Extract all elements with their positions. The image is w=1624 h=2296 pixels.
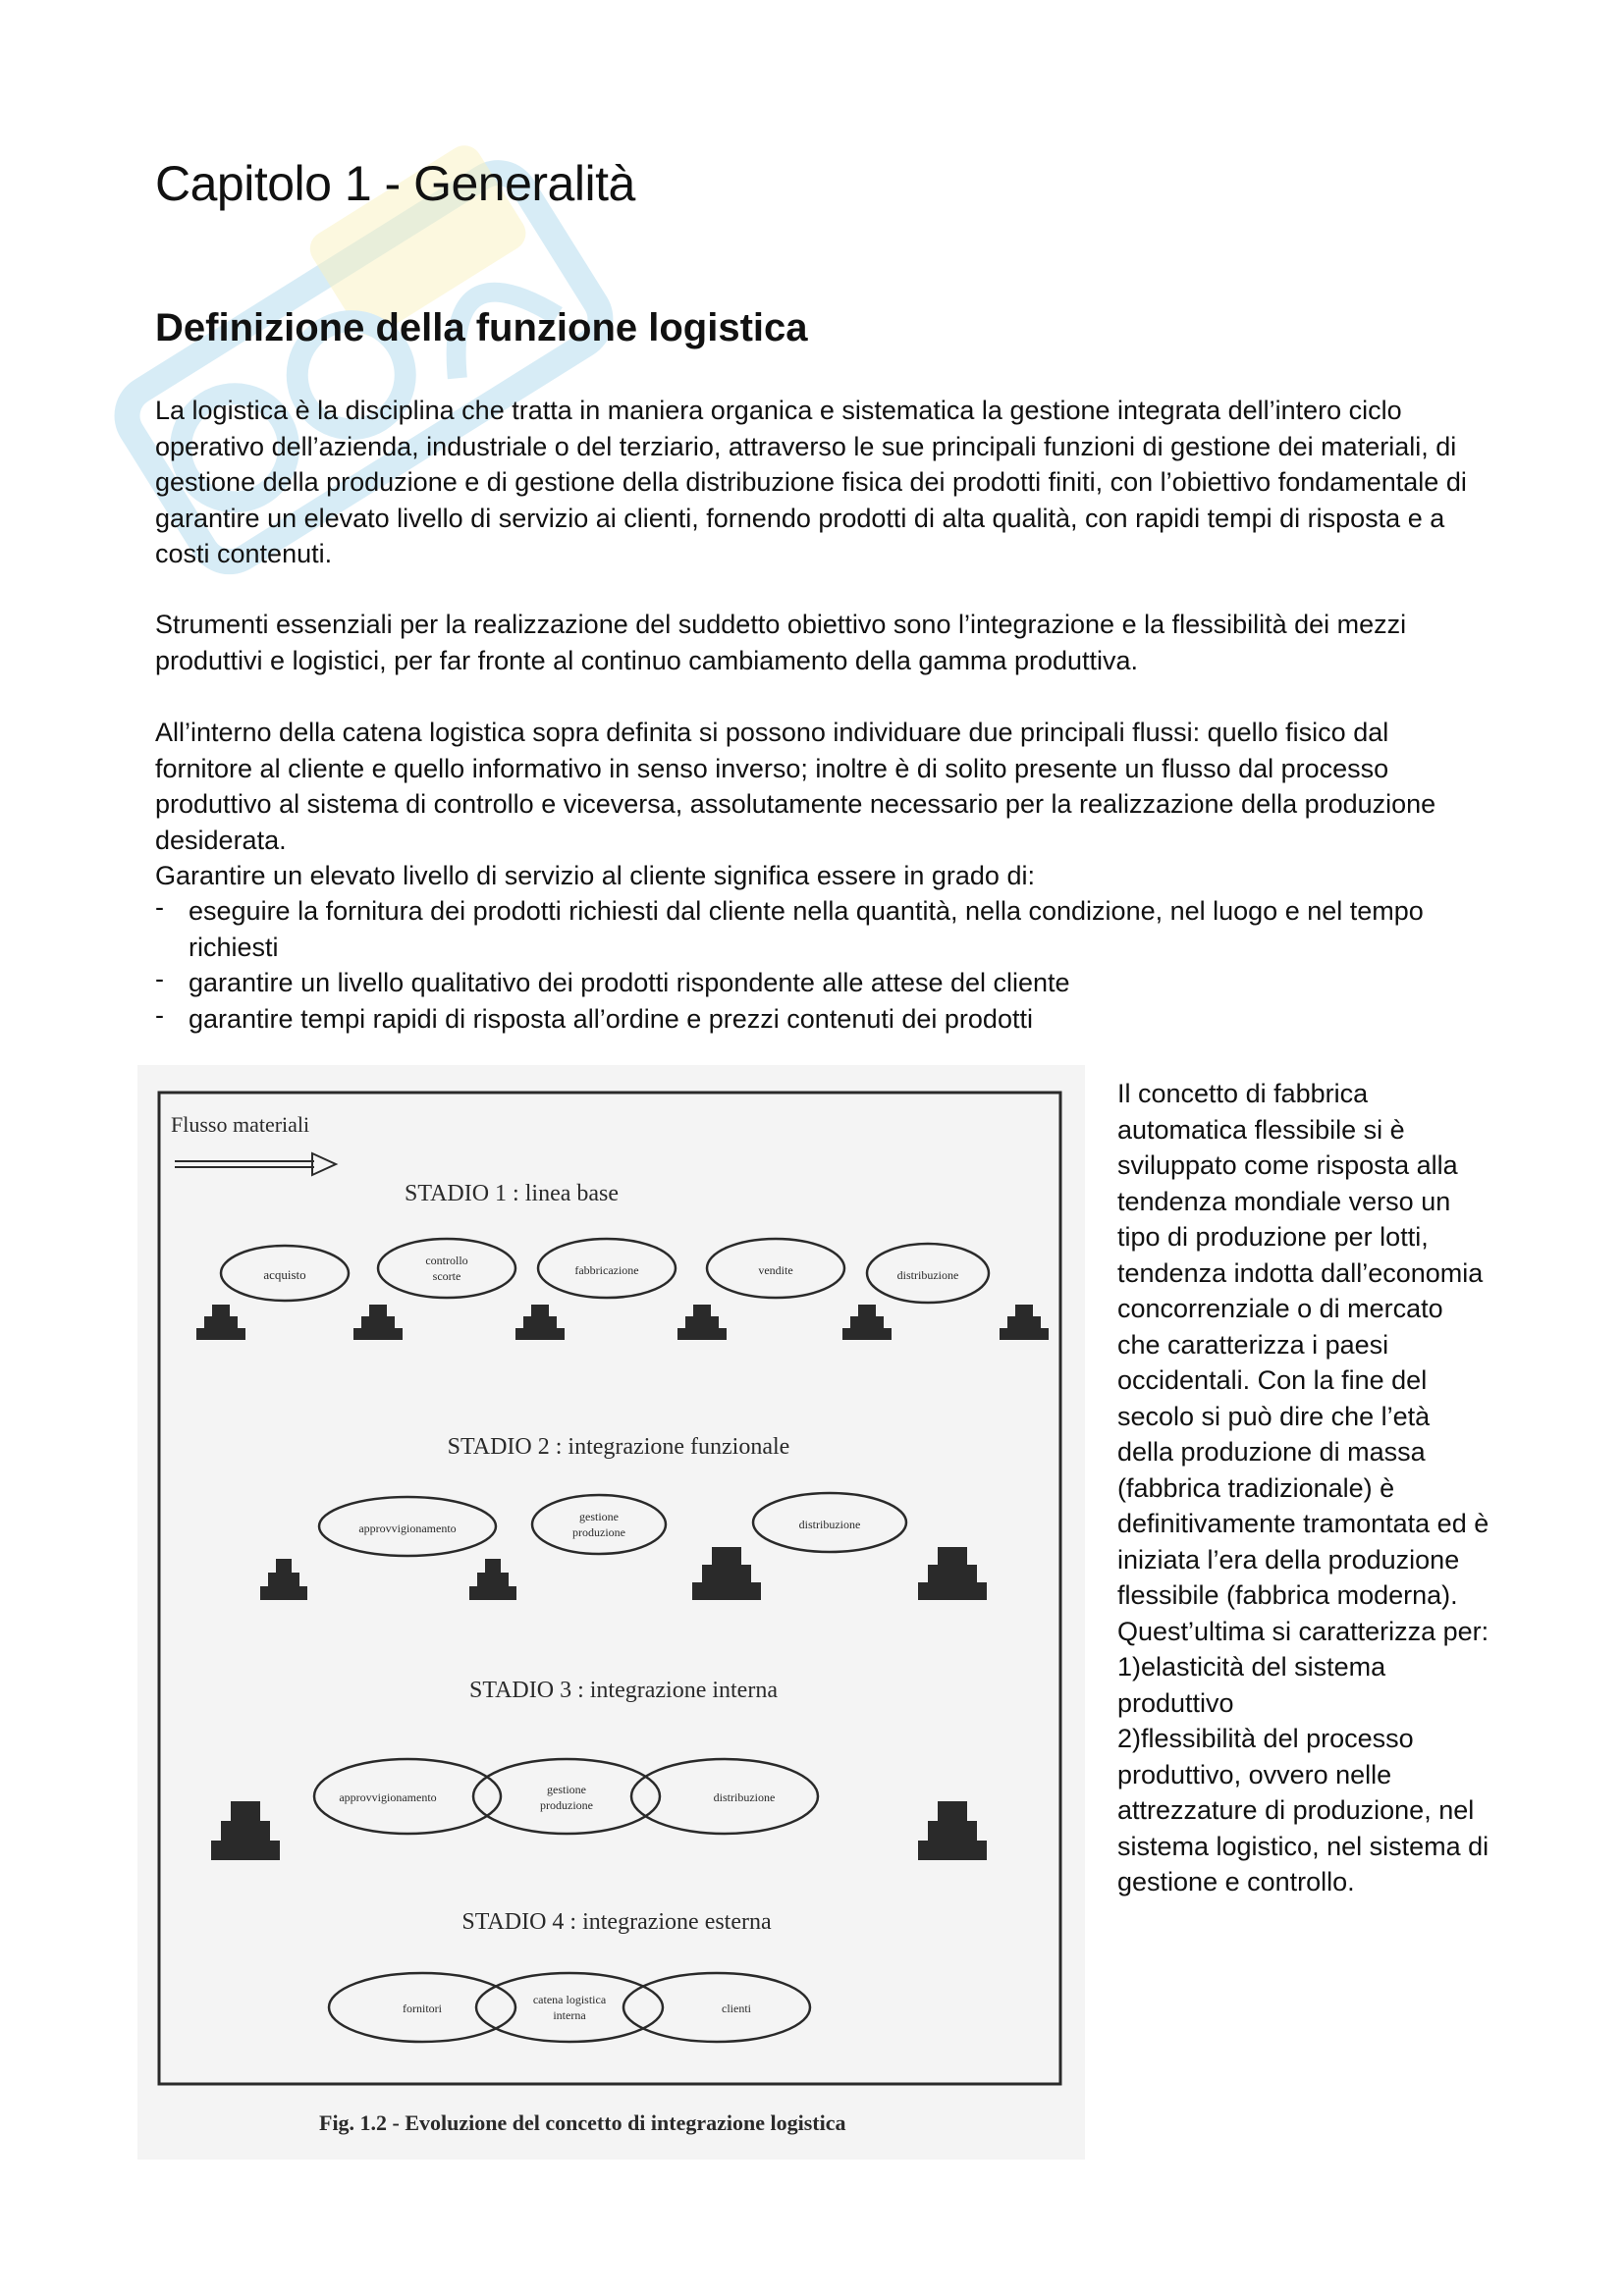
node-label: distribuzione: [713, 1790, 776, 1804]
side-text-paragraph: Quest’ultima si caratterizza per:: [1117, 1616, 1489, 1646]
section-title: Definizione della funzione logistica: [155, 306, 808, 349]
stage-3-nodes: [314, 1759, 818, 1834]
bullet-text: garantire tempi rapidi di risposta all’ordine e prezzi contenuti dei prodotti: [189, 1003, 1033, 1034]
stage-1-nodes: [221, 1239, 989, 1303]
figure: [137, 1065, 1085, 2160]
list-item: [155, 1001, 1481, 1038]
node-label: controllo: [425, 1254, 468, 1267]
stage-1-title: STADIO 1 : linea base: [404, 1181, 620, 1206]
bullet-list: [155, 893, 1481, 1037]
bullet-marker: -: [155, 999, 164, 1030]
node-label: approvvigionamento: [339, 1790, 437, 1804]
figure-caption: Fig. 1.2 - Evoluzione del concetto di integrazione logistica: [319, 2110, 846, 2135]
node-label: produzione: [572, 1525, 625, 1539]
bullet-marker: -: [155, 964, 164, 993]
stage-2-pyramid-icons: [260, 1547, 987, 1600]
side-text-paragraph: 2)flessibilità del processo produttivo, ovvero nelle attrezzature di produzione, nel sistema logistico, nel sistema di gestione e controllo.: [1117, 1724, 1489, 1896]
paragraph-1: La logistica è la disciplina che tratta in maniera organica e sistematica la gestione integrata dell’intero ciclo operativo dell’azienda, industriale o del terziario, attraverso le sue principali funzioni di gestione dei materiali, di gestione della produzione e di gestione della distribuzione fisica dei prodotti finiti, con l’obiettivo fondamentale di garantire un elevato livello di servizio ai clienti, fornendo prodotti di alta qualità, con rapidi tempi di risposta e a costi contenuti.: [155, 396, 1467, 568]
list-item: [155, 893, 1481, 965]
node-label: fornitori: [403, 2002, 442, 2015]
node-label: produzione: [540, 1798, 593, 1812]
node-label: fabbricazione: [574, 1263, 639, 1277]
stage-1-pyramid-icons: [196, 1305, 1049, 1340]
bullet-text: garantire un livello qualitativo dei prodotti rispondente alle attese del cliente: [189, 968, 1070, 997]
node-label: approvvigionamento: [358, 1522, 457, 1535]
node-label: interna: [553, 2008, 586, 2022]
paragraph-4: Garantire un elevato livello di servizio al cliente significa essere in grado di:: [155, 861, 1035, 890]
chapter-title: Capitolo 1 - Generalità: [155, 156, 635, 211]
stage-4-title: STADIO 4 : integrazione esterna: [461, 1909, 772, 1935]
paragraph-3: All’interno della catena logistica sopra definita si possono individuare due principali flussi: quello fisico dal fornitore al cliente e quello informativo in senso inverso; inoltre è di solito presente un flusso dal processo produttivo al sistema di controllo e viceversa, assolutamente necessario per la realizzazione della produzione desiderata.: [155, 718, 1436, 855]
figure-diagram: [137, 1065, 1085, 2160]
node-label: distribuzione: [798, 1518, 861, 1531]
node-label: acquisto: [263, 1267, 306, 1282]
node-label: gestione: [579, 1510, 619, 1523]
stage-4-nodes: [329, 1973, 810, 2042]
stage-3-title: STADIO 3 : integrazione interna: [469, 1678, 778, 1703]
node-label: gestione: [547, 1783, 586, 1796]
stage-2-title: STADIO 2 : integrazione funzionale: [447, 1434, 790, 1460]
side-text-paragraph: Il concetto di fabbrica automatica flessibile si è sviluppato come risposta alla tendenza mondiale verso un tipo di produzione per lotti, tendenza indotta dall’economia concorrenziale o di mercato che caratterizza i paesi occidentali. Con la fine del secolo si può dire che l’età della produzione di massa (fabbrica tradizionale) è definitivamente tramontata ed è iniziata l’era della produzione flessibile (fabbrica moderna).: [1117, 1079, 1489, 1610]
list-item: [155, 965, 1481, 1001]
side-text: [1117, 1076, 1490, 1900]
node-label: distribuzione: [896, 1268, 959, 1282]
node-label: scorte: [432, 1269, 461, 1283]
side-text-paragraph: 1)elasticità del sistema produttivo: [1117, 1652, 1386, 1718]
bullet-text: eseguire la fornitura dei prodotti richiesti dal cliente nella quantità, nella condizione, nel luogo e nel tempo richiesti: [189, 896, 1424, 962]
node-label: clienti: [722, 2002, 751, 2015]
flow-arrow-icon: [175, 1153, 336, 1175]
node-label: vendite: [758, 1263, 793, 1277]
paragraph-2: Strumenti essenziali per la realizzazione del suddetto obiettivo sono l’integrazione e la flessibilità dei mezzi produttivi e logistici, per far fronte al continuo cambiamento della gamma produttiva.: [155, 610, 1407, 675]
stage-2-nodes: [319, 1493, 906, 1556]
bullet-marker: -: [155, 892, 164, 922]
node-label: catena logistica: [532, 1993, 607, 2006]
flow-label: Flusso materiali: [171, 1112, 310, 1137]
